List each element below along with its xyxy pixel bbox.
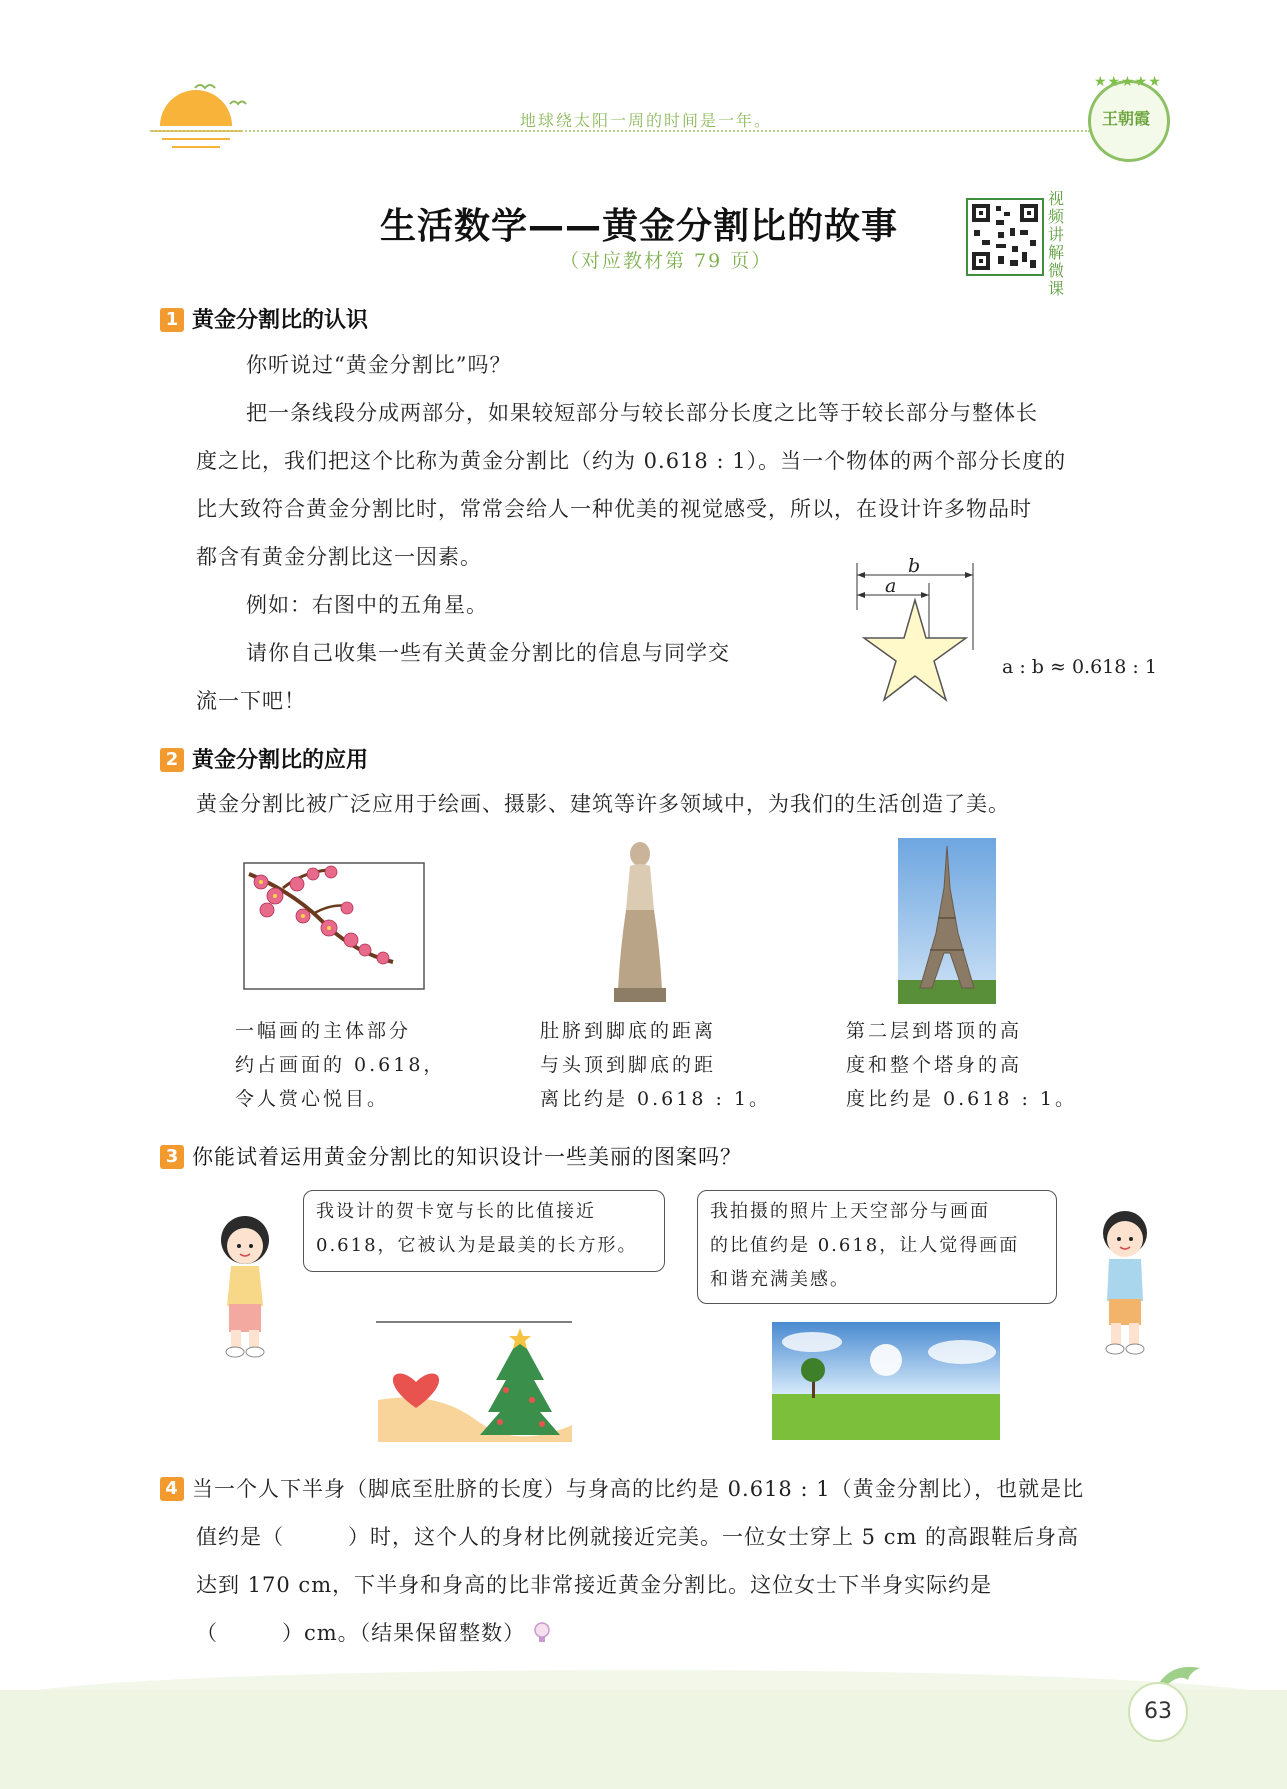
section4-line4 bbox=[196, 1609, 551, 1657]
speech-bubble-right bbox=[697, 1190, 1057, 1304]
section1-para4-line2: 流一下吧！ bbox=[196, 689, 306, 713]
section2-title: 黄金分割比的应用 bbox=[192, 748, 369, 773]
page-title: 生活数学——黄金分割比的故事 bbox=[380, 206, 899, 247]
section2-heading bbox=[160, 743, 368, 774]
section4-text: 值约是（ bbox=[196, 1525, 284, 1549]
label-a: a bbox=[885, 575, 897, 597]
section4-text: 当一个人下半身（脚底至肚脐的长度）与身高的比约是 0.618 : 1（黄金分割比），也就是比 bbox=[192, 1477, 1085, 1501]
landscape-photo-image bbox=[772, 1322, 1000, 1440]
section1-para2-line4: 都含有黄金分割比这一因素。 bbox=[196, 545, 482, 569]
section-number: 1 bbox=[160, 308, 184, 332]
caption-line: 度和整个塔身的高 bbox=[846, 1054, 1023, 1076]
statue-image bbox=[600, 840, 680, 1005]
footer-background bbox=[0, 1690, 1287, 1789]
section4-line3: 达到 170 cm，下半身和身高的比非常接近黄金分割比。这位女士下半身实际约是 bbox=[196, 1573, 993, 1597]
pentagram-diagram bbox=[845, 555, 980, 715]
bubble-line: 我设计的贺卡宽与长的比值接近 bbox=[316, 1201, 596, 1222]
sun-line bbox=[162, 138, 230, 140]
caption-line: 令人赏心悦目。 bbox=[235, 1088, 390, 1110]
bubble-line: 0.618，它被认为是最美的长方形。 bbox=[316, 1235, 638, 1256]
caption-line: 度比约是 0.618 : 1。 bbox=[846, 1088, 1078, 1110]
section1-heading bbox=[160, 303, 368, 334]
sun-line bbox=[172, 146, 220, 148]
section1-para2-line1: 把一条线段分成两部分，如果较短部分与较长部分长度之比等于较长部分与整体长 bbox=[246, 401, 1038, 425]
bird-icon bbox=[190, 76, 260, 116]
caption-line: 约占画面的 0.618， bbox=[235, 1054, 446, 1076]
lightbulb-icon bbox=[533, 1622, 551, 1644]
caption-line: 与头顶到脚底的距 bbox=[540, 1054, 717, 1076]
section4-line1 bbox=[160, 1465, 1084, 1513]
greeting-card-image bbox=[376, 1320, 572, 1442]
caption-tower bbox=[846, 1014, 1077, 1116]
golden-ratio-formula: a : b ≈ 0.618 : 1 bbox=[1002, 656, 1157, 678]
qr-label: 视频讲解微课 bbox=[1048, 189, 1065, 298]
caption-line: 肚脐到脚底的距离 bbox=[540, 1020, 717, 1042]
section1-para3: 例如：右图中的五角星。 bbox=[246, 593, 488, 617]
badge-stars: ★★★★★ bbox=[1094, 74, 1162, 90]
section2-intro: 黄金分割比被广泛应用于绘画、摄影、建筑等许多领域中，为我们的生活创造了美。 bbox=[196, 792, 1010, 816]
section1-para4-line1: 请你自己收集一些有关黄金分割比的信息与同学交 bbox=[246, 641, 730, 665]
bubble-line: 和谐充满美感。 bbox=[710, 1269, 850, 1290]
caption-statue bbox=[540, 1014, 771, 1116]
section1-para1: 你听说过“黄金分割比”吗？ bbox=[246, 353, 512, 377]
section1-para2-line2: 度之比，我们把这个比称为黄金分割比（约为 0.618 : 1）。当一个物体的两个部分长度的 bbox=[196, 449, 1067, 473]
plum-blossom-painting-image bbox=[243, 862, 425, 990]
section4-text: ）时，这个人的身材比例就接近完美。一位女士穿上 5 cm 的高跟鞋后身高 bbox=[348, 1525, 1080, 1549]
caption-line: 一幅画的主体部分 bbox=[235, 1020, 412, 1042]
caption-painting bbox=[235, 1014, 445, 1116]
caption-line: 第二层到塔顶的高 bbox=[846, 1020, 1023, 1042]
girl-character-image bbox=[205, 1210, 285, 1360]
header-motto: 地球绕太阳一周的时间是一年。 bbox=[520, 111, 773, 130]
star-icon bbox=[864, 600, 966, 700]
section4-text: ）cm。（结果保留整数） bbox=[282, 1621, 526, 1645]
badge-text: 王朝霞 bbox=[1101, 109, 1150, 128]
section3-title: 你能试着运用黄金分割比的知识设计一些美丽的图案吗？ bbox=[192, 1145, 742, 1169]
speech-bubble-left bbox=[303, 1190, 665, 1272]
eiffel-tower-image bbox=[898, 838, 996, 1004]
section1-title: 黄金分割比的认识 bbox=[192, 308, 369, 333]
section1-para2-line3: 比大致符合黄金分割比时，常常会给人一种优美的视觉感受，所以，在设计许多物品时 bbox=[196, 497, 1032, 521]
section-number: 4 bbox=[160, 1477, 184, 1501]
section-number: 3 bbox=[160, 1145, 184, 1169]
page-number: 63 bbox=[1128, 1682, 1188, 1742]
bubble-line: 我拍摄的照片上天空部分与画面 bbox=[710, 1201, 990, 1222]
section3-heading bbox=[160, 1141, 742, 1171]
qr-code-icon[interactable] bbox=[966, 198, 1044, 276]
boy-character-image bbox=[1085, 1205, 1165, 1360]
caption-line: 离比约是 0.618 : 1。 bbox=[540, 1088, 772, 1110]
page-subtitle: （对应教材第 79 页） bbox=[560, 250, 773, 272]
section4-line2 bbox=[196, 1513, 1079, 1561]
bubble-line: 的比值约是 0.618，让人觉得画面 bbox=[710, 1235, 1020, 1256]
section-number: 2 bbox=[160, 748, 184, 772]
label-b: b bbox=[908, 555, 921, 577]
section4-text: （ bbox=[196, 1621, 218, 1645]
